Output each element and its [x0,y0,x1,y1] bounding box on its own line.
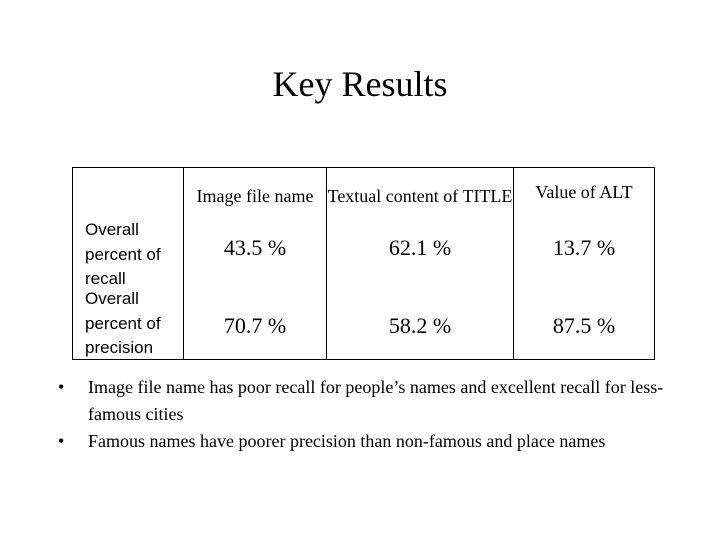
recall-alt-value: 13.7 % [552,235,616,260]
precision-title-content-value: 58.2 % [388,313,452,338]
list-item [58,374,678,428]
slide-title: Key Results [272,64,448,104]
bullet-marker: • [58,377,65,397]
column-header-image-file-name: Image file name [196,185,314,206]
recall-image-file-name-value: 43.5 % [223,235,287,260]
row-label-recall: Overall percent of recall [85,220,161,288]
row-label-precision: Overall percent of precision [85,289,161,357]
bullet-list [58,374,678,455]
recall-title-content-value: 62.1 % [388,235,452,260]
precision-alt-value: 87.5 % [552,313,616,338]
column-header-alt-value: Value of ALT [535,181,633,202]
precision-image-file-name-value: 70.7 % [223,313,287,338]
results-table [72,167,655,360]
bullet-text: Image file name has poor recall for people’s names and excellent recall for less-famous cities [88,377,664,424]
column-header-title-content: Textual content of TITLE [327,185,513,206]
bullet-text: Famous names have poorer precision than non-famous and place names [88,431,606,451]
list-item [58,428,678,455]
bullet-marker: • [58,431,65,451]
